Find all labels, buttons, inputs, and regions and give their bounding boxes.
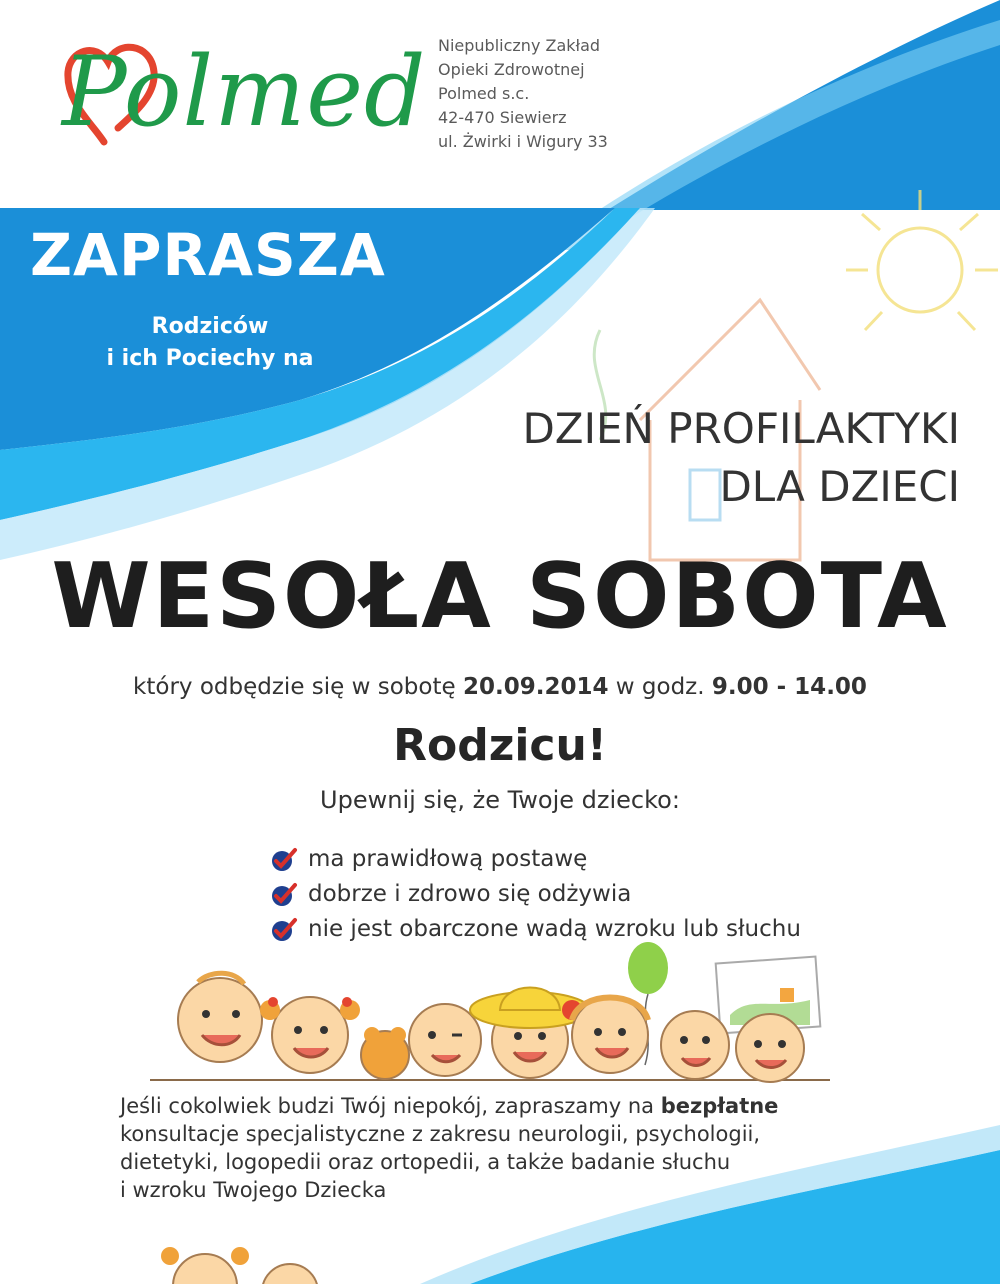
info-line-1-text: Jeśli cokolwiek budzi Twój niepokój, zapraszamy na: [120, 1094, 661, 1118]
teddy-bear: [361, 1027, 409, 1079]
cartoon-kids-illustration: [140, 940, 840, 1090]
address-line: 42-470 Siewierz: [438, 108, 567, 127]
check-icon: [270, 847, 298, 873]
banner-subline-2: i ich Pociechy na: [106, 346, 314, 371]
logo: Polmed: [62, 36, 427, 148]
event-title-line-1: DZIEŃ PROFILAKTYKI: [522, 404, 960, 453]
kid-head: [736, 1014, 804, 1082]
info-line-1: [120, 1092, 778, 1120]
event-title: [522, 400, 960, 516]
event-title-line-2: DLA DZIECI: [719, 462, 960, 511]
date-prefix: który odbędzie się w sobotę: [133, 674, 463, 700]
checklist-item: [270, 877, 801, 912]
event-date: 20.09.2014: [462, 674, 609, 700]
info-paragraph: [120, 1092, 778, 1204]
kid-head: [572, 997, 648, 1073]
date-line: [0, 674, 1000, 700]
kid-head: [409, 1004, 481, 1076]
event-name: WESOŁA SOBOTA: [51, 544, 949, 649]
address-line: Niepubliczny Zakład: [438, 36, 601, 55]
checklist-item-label: nie jest obarczone wadą wzroku lub słuchu: [308, 916, 801, 942]
crayon-sun-drawing: [846, 190, 998, 330]
checklist: [270, 842, 801, 947]
kid-head: [661, 1011, 729, 1079]
event-hours: 9.00 - 14.00: [711, 674, 867, 700]
address-line: ul. Żwirki i Wigury 33: [438, 132, 608, 151]
address-block: [438, 34, 608, 154]
checklist-item: [270, 842, 801, 877]
checklist-item-label: dobrze i zdrowo się odżywia: [308, 881, 632, 907]
banner-headline: ZAPRASZA: [30, 221, 386, 289]
appeal-subtitle: Upewnij się, że Twoje dziecko:: [320, 786, 680, 814]
info-line-3: dietetyki, logopedii oraz ortopedii, a także badanie słuchu: [120, 1150, 731, 1174]
kid-head: [260, 997, 360, 1073]
appeal-title: Rodzicu!: [393, 720, 607, 771]
banner-subline-1: Rodziców: [151, 314, 269, 339]
date-middle: w godz.: [608, 674, 712, 700]
address-line: Opieki Zdrowotnej: [438, 60, 585, 79]
cartoon-kids-bottom: [150, 1236, 350, 1284]
info-line-2: konsultacje specjalistyczne z zakresu neurologii, psychologii,: [120, 1122, 761, 1146]
kid-head: [178, 973, 262, 1062]
info-line-4: i wzroku Twojego Dziecka: [120, 1178, 387, 1202]
check-icon: [270, 882, 298, 908]
info-line-1-bold: bezpłatne: [660, 1094, 779, 1118]
checklist-item-label: ma prawidłową postawę: [308, 846, 588, 872]
address-line: Polmed s.c.: [438, 84, 530, 103]
